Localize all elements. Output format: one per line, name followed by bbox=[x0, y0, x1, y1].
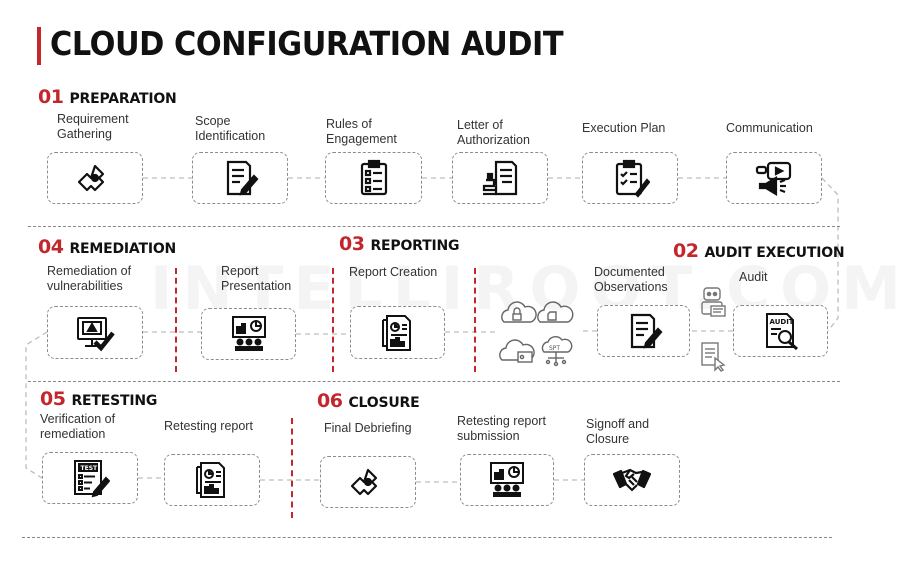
step-label-final-debriefing: Final Debriefing bbox=[324, 421, 412, 435]
step-label-report-creation: Report Creation bbox=[349, 265, 438, 279]
section-number: 01 bbox=[38, 86, 64, 108]
section-number: 04 bbox=[38, 236, 64, 258]
section-header-remediation bbox=[38, 236, 176, 258]
step-label-execution-plan: Execution Plan bbox=[582, 121, 666, 135]
page-title: CLOUD CONFIGURATION AUDIT bbox=[50, 24, 564, 63]
step-box-retesting-report-submission bbox=[460, 454, 554, 506]
puzzle-icon bbox=[348, 462, 388, 502]
step-box-report-presentation bbox=[201, 308, 296, 360]
step-box-final-debriefing bbox=[320, 456, 416, 508]
section-header-retesting bbox=[40, 388, 157, 410]
report-chart-icon bbox=[192, 460, 232, 500]
row-separator-2 bbox=[28, 381, 840, 382]
row-separator-1 bbox=[28, 226, 840, 227]
step-box-retesting-report bbox=[164, 454, 260, 506]
step-label-retesting-report-submission: Retesting report submission bbox=[457, 414, 546, 443]
document-pen-icon bbox=[624, 311, 664, 351]
clipboard-check-icon bbox=[610, 158, 650, 198]
step-box-rules-of-engagement bbox=[325, 152, 422, 204]
step-label-rules-of-engagement: Rules of Engagement bbox=[326, 117, 397, 146]
column-separator bbox=[332, 268, 334, 372]
step-label-documented-observations: Documented Observations bbox=[594, 265, 668, 294]
step-label-scope-identification: Scope Identification bbox=[195, 114, 266, 143]
section-header-audit-execution bbox=[673, 240, 844, 262]
megaphone-icon bbox=[754, 158, 794, 198]
monitor-check-icon bbox=[75, 313, 115, 353]
step-box-communication bbox=[726, 152, 822, 204]
column-separator bbox=[291, 418, 293, 518]
section-number: 05 bbox=[40, 388, 66, 410]
test-badge-text: TEST bbox=[80, 465, 98, 472]
step-label-requirement-gathering: Requirement Gathering bbox=[57, 112, 129, 141]
checklist-icon bbox=[354, 158, 394, 198]
step-box-report-creation bbox=[350, 306, 445, 359]
handshake-icon bbox=[612, 460, 652, 500]
section-name: REMEDIATION bbox=[69, 241, 177, 257]
step-box-audit bbox=[733, 305, 828, 357]
step-label-remediation-of-vulnerabilities: Remediation of vulnerabilities bbox=[47, 264, 132, 293]
section-header-preparation bbox=[38, 86, 177, 108]
step-box-remediation-of-vulnerabilities bbox=[47, 306, 143, 359]
step-label-verification-of-remediation: Verification of remediation bbox=[40, 412, 116, 441]
step-box-signoff-and-closure bbox=[584, 454, 680, 506]
cloud-badge-text: SPT bbox=[549, 345, 561, 352]
audit-badge-text: AUDIT bbox=[769, 318, 794, 326]
title-accent-bar bbox=[37, 27, 41, 65]
step-box-letter-of-authorization bbox=[452, 152, 548, 204]
step-label-retesting-report: Retesting report bbox=[164, 419, 253, 433]
section-name: REPORTING bbox=[370, 238, 460, 254]
section-number: 06 bbox=[317, 390, 343, 412]
section-name: AUDIT EXECUTION bbox=[704, 245, 845, 261]
form-pointer-icon bbox=[699, 340, 727, 372]
step-label-audit: Audit bbox=[739, 270, 768, 284]
cloud-services-decoration bbox=[498, 294, 580, 370]
step-label-signoff-and-closure: Signoff and Closure bbox=[586, 417, 650, 446]
audit-magnifier-icon bbox=[761, 311, 801, 351]
step-box-documented-observations bbox=[597, 305, 690, 357]
step-box-execution-plan bbox=[582, 152, 678, 204]
cloud-network-icon bbox=[542, 337, 571, 366]
step-box-scope-identification bbox=[192, 152, 288, 204]
cloud-id-card-icon bbox=[500, 340, 534, 362]
section-header-closure bbox=[317, 390, 419, 412]
cloud-lock-icon bbox=[502, 302, 536, 322]
column-separator bbox=[474, 268, 476, 372]
section-name: RETESTING bbox=[71, 393, 158, 409]
column-separator bbox=[175, 268, 177, 372]
puzzle-icon bbox=[75, 158, 115, 198]
stamp-document-icon bbox=[480, 158, 520, 198]
presentation-icon bbox=[487, 460, 527, 500]
step-box-verification-of-remediation bbox=[42, 452, 138, 504]
cloud-folder-icon bbox=[538, 302, 573, 322]
step-label-letter-of-authorization: Letter of Authorization bbox=[457, 118, 530, 147]
presentation-icon bbox=[229, 314, 269, 354]
step-label-communication: Communication bbox=[726, 121, 813, 135]
section-header-reporting bbox=[339, 233, 459, 255]
report-chart-icon bbox=[378, 313, 418, 353]
section-number: 03 bbox=[339, 233, 365, 255]
document-pen-icon bbox=[220, 158, 260, 198]
robot-icon bbox=[697, 284, 727, 320]
section-name: PREPARATION bbox=[69, 91, 177, 107]
section-number: 02 bbox=[673, 240, 699, 262]
step-box-requirement-gathering bbox=[47, 152, 143, 204]
section-name: CLOSURE bbox=[348, 395, 420, 411]
test-sheet-icon bbox=[70, 458, 110, 498]
bottom-separator bbox=[22, 537, 832, 538]
step-label-report-presentation: Report Presentation bbox=[221, 264, 292, 293]
